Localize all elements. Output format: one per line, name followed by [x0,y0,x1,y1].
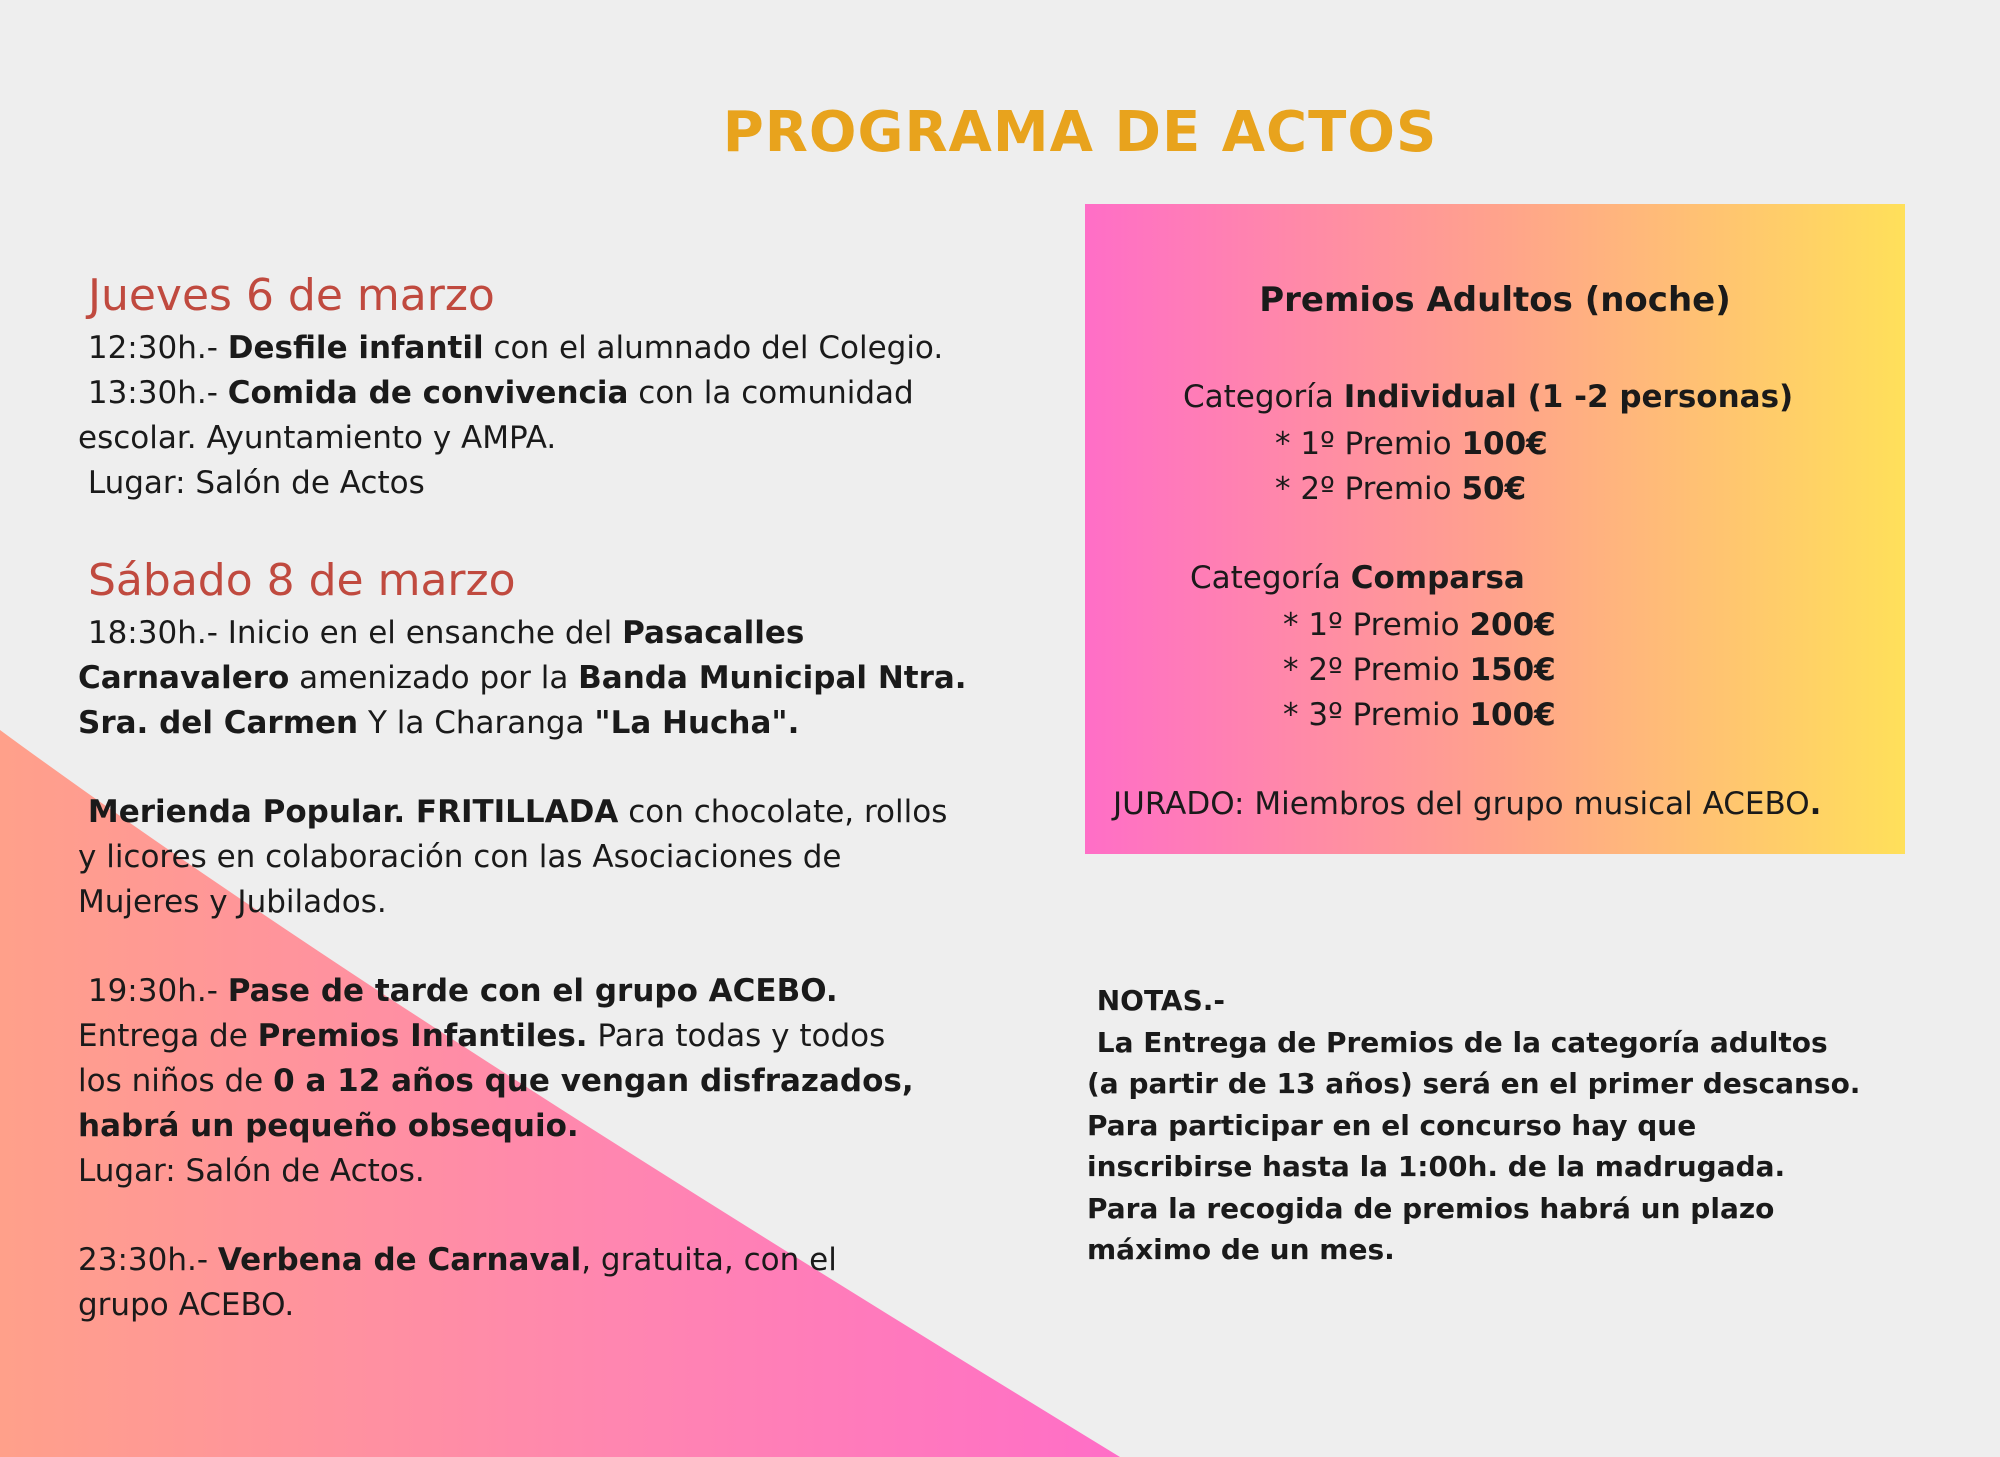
thursday-heading: Jueves 6 de marzo [88,270,495,321]
saturday-schedule-block-2: Merienda Popular. FRITILLADA con chocolate, rollos y licores en colaboración con las Asociaciones de Mujeres y Jubilados. [78,794,948,920]
thursday-schedule: 12:30h.- Desfile infantil con el alumnado del Colegio. 13:30h.- Comida de convivencia con la comunidad escolar. Ayuntamiento y AMPA. Lugar: Salón de Actos [78,330,944,501]
saturday-schedule-block-4: 23:30h.- Verbena de Carnaval, gratuita, con el grupo ACEBO. [78,1242,837,1323]
saturday-schedule-block-3: 19:30h.- Pase de tarde con el grupo ACEBO. Entrega de Premios Infantiles. Para todas y todos los niños de 0 a 12 años que vengan disfrazados, habrá un pequeño obsequio. Lugar: Salón de Actos. [78,973,914,1189]
adult-prizes-title: Premios Adultos (noche) [1259,280,1731,320]
individual-category: Categoría Individual (1 -2 personas) [1183,379,1794,415]
notes-section: NOTAS.- La Entrega de Premios de la categoría adultos (a partir de 13 años) será en el primer descanso. Para participar en el concurso hay que inscribirse hasta la 1:00h. de la madrugada. Para la recogida de premios habrá un plazo máximo de un mes. [1087,984,1861,1266]
individual-prizes: * 1º Premio 100€ * 2º Premio 50€ [1275,426,1548,507]
saturday-schedule-block-1: 18:30h.- Inicio en el ensanche del Pasacalles Carnavalero amenizado por la Banda Municipal Ntra. Sra. del Carmen Y la Charanga "La Hucha". [78,615,967,741]
saturday-heading: Sábado 8 de marzo [88,555,516,606]
comparsa-prizes: * 1º Premio 200€ * 2º Premio 150€ * 3º Premio 100€ [1283,607,1556,733]
page-title: PROGRAMA DE ACTOS [722,100,1438,165]
comparsa-category: Categoría Comparsa [1190,560,1525,596]
jury-line: JURADO: Miembros del grupo musical ACEBO. [1113,786,1822,822]
